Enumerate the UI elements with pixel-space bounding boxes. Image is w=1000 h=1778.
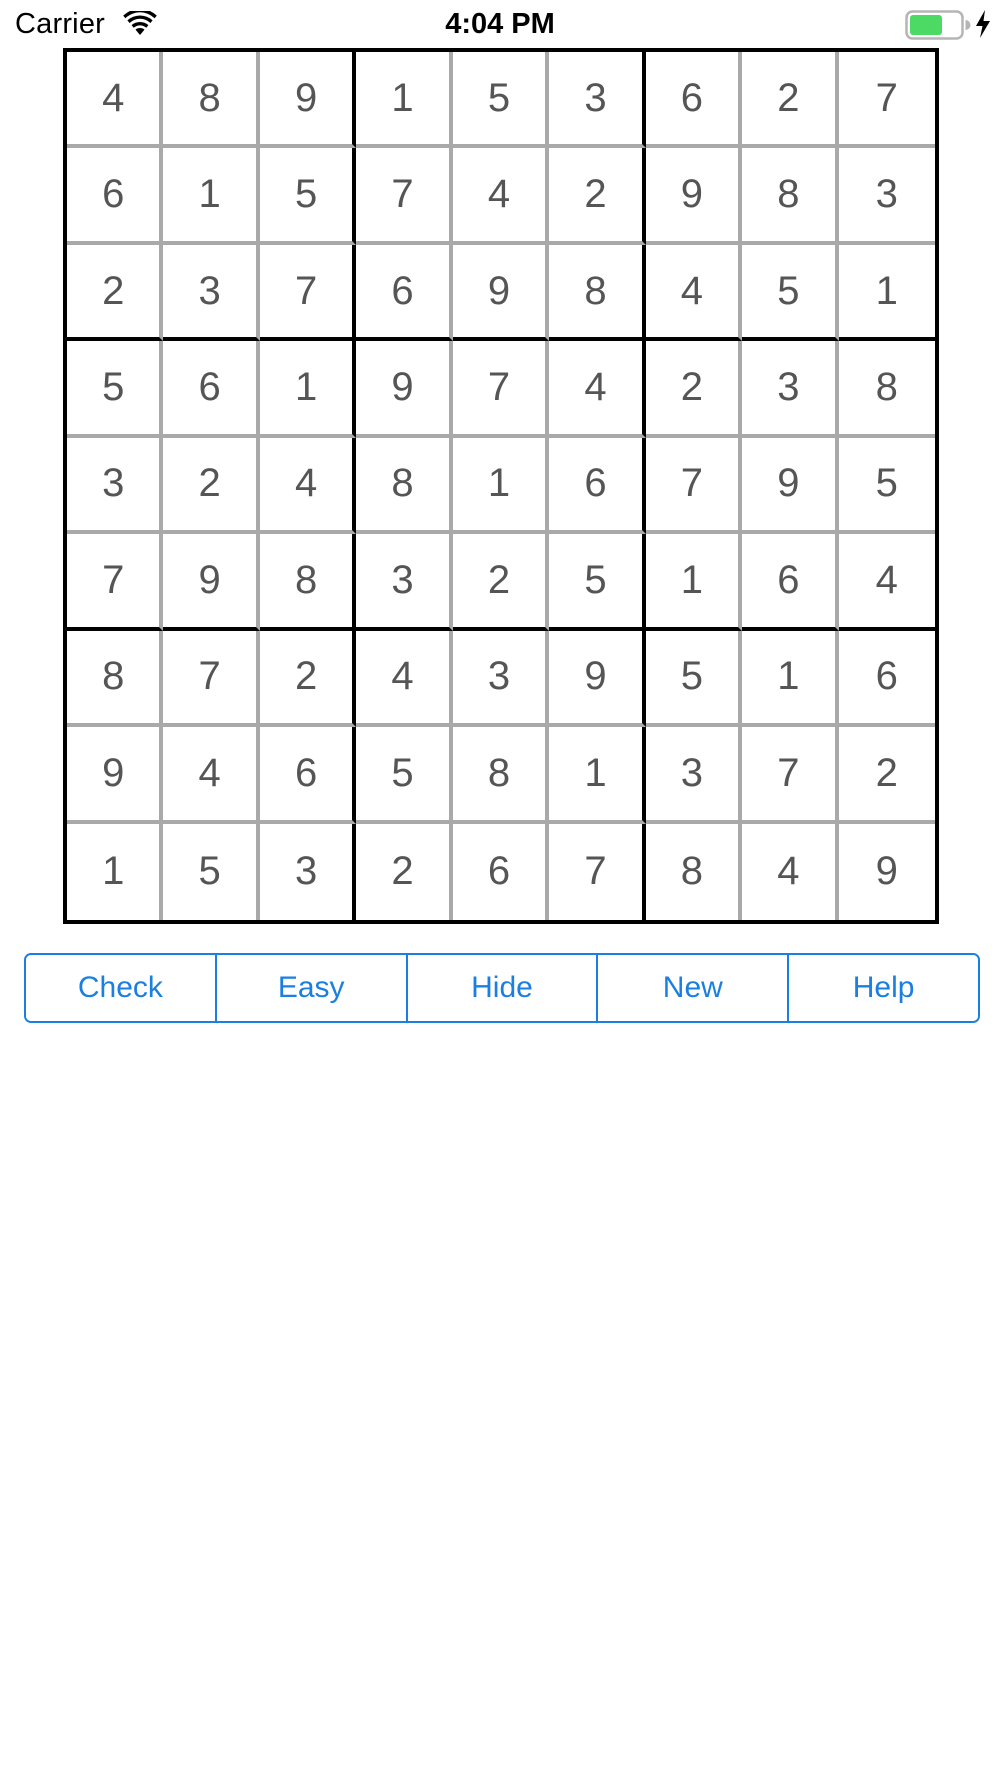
sudoku-cell[interactable]: 4: [356, 631, 452, 727]
sudoku-cell[interactable]: 4: [67, 52, 163, 148]
easy-button[interactable]: Easy: [217, 955, 408, 1021]
sudoku-cell[interactable]: 8: [163, 52, 259, 148]
sudoku-cell[interactable]: 7: [839, 52, 935, 148]
sudoku-cell[interactable]: 7: [356, 148, 452, 244]
sudoku-cell[interactable]: 5: [453, 52, 549, 148]
sudoku-cell[interactable]: 2: [646, 341, 742, 437]
sudoku-cell[interactable]: 5: [549, 534, 645, 630]
status-bar: [0, 0, 1000, 50]
sudoku-cell[interactable]: 3: [260, 824, 356, 920]
sudoku-cell[interactable]: 3: [453, 631, 549, 727]
sudoku-cell[interactable]: 6: [646, 52, 742, 148]
sudoku-cell[interactable]: 8: [260, 534, 356, 630]
charging-bolt-icon: [974, 9, 992, 39]
sudoku-cell[interactable]: 5: [67, 341, 163, 437]
sudoku-cell[interactable]: 5: [260, 148, 356, 244]
sudoku-cell[interactable]: 7: [646, 438, 742, 534]
sudoku-cell[interactable]: 2: [356, 824, 452, 920]
sudoku-cell[interactable]: 6: [549, 438, 645, 534]
sudoku-cell[interactable]: 7: [260, 245, 356, 341]
hide-button[interactable]: Hide: [408, 955, 599, 1021]
sudoku-cell[interactable]: 6: [356, 245, 452, 341]
battery-icon: [905, 10, 971, 40]
carrier-label: Carrier: [15, 8, 106, 40]
sudoku-cell[interactable]: 9: [163, 534, 259, 630]
sudoku-cell[interactable]: 1: [453, 438, 549, 534]
sudoku-cell[interactable]: 8: [549, 245, 645, 341]
sudoku-cell[interactable]: 5: [742, 245, 838, 341]
sudoku-cell[interactable]: 1: [549, 727, 645, 823]
sudoku-cell[interactable]: 7: [453, 341, 549, 437]
sudoku-cell[interactable]: 8: [646, 824, 742, 920]
sudoku-cell[interactable]: 6: [260, 727, 356, 823]
sudoku-cell[interactable]: 2: [549, 148, 645, 244]
sudoku-cell[interactable]: 7: [67, 534, 163, 630]
sudoku-cell[interactable]: 3: [742, 341, 838, 437]
sudoku-cell[interactable]: 9: [453, 245, 549, 341]
sudoku-cell[interactable]: 4: [839, 534, 935, 630]
sudoku-cell[interactable]: 7: [742, 727, 838, 823]
check-button[interactable]: Check: [26, 955, 217, 1021]
sudoku-cell[interactable]: 2: [453, 534, 549, 630]
sudoku-cell[interactable]: 9: [875, 849, 898, 894]
sudoku-cell[interactable]: 1: [163, 148, 259, 244]
sudoku-cell[interactable]: 9: [356, 341, 452, 437]
sudoku-cell[interactable]: 4: [163, 727, 259, 823]
sudoku-cell[interactable]: 3: [549, 52, 645, 148]
sudoku-cell[interactable]: 9: [67, 727, 163, 823]
sudoku-cell[interactable]: 4: [646, 245, 742, 341]
sudoku-cell[interactable]: 2: [67, 245, 163, 341]
sudoku-cell[interactable]: 3: [67, 438, 163, 534]
sudoku-cell[interactable]: 3: [646, 727, 742, 823]
sudoku-cell[interactable]: 7: [549, 824, 645, 920]
sudoku-cell[interactable]: 5: [163, 824, 259, 920]
action-segmented-control: [24, 953, 980, 1023]
sudoku-cell[interactable]: 8: [742, 148, 838, 244]
sudoku-cell[interactable]: 9: [260, 52, 356, 148]
sudoku-cell[interactable]: 3: [356, 534, 452, 630]
sudoku-cell[interactable]: 2: [163, 438, 259, 534]
sudoku-cell[interactable]: 1: [67, 824, 163, 920]
sudoku-cell[interactable]: 2: [260, 631, 356, 727]
sudoku-cell[interactable]: 6: [67, 148, 163, 244]
sudoku-cell[interactable]: 8: [839, 341, 935, 437]
sudoku-cell[interactable]: 9: [549, 631, 645, 727]
sudoku-cell[interactable]: 2: [742, 52, 838, 148]
sudoku-board: [67, 52, 935, 920]
sudoku-cell[interactable]: 3: [839, 148, 935, 244]
clock: 4:04 PM: [445, 8, 555, 40]
sudoku-cell[interactable]: 1: [260, 341, 356, 437]
sudoku-cell[interactable]: 2: [839, 727, 935, 823]
sudoku-cell[interactable]: 6: [839, 631, 935, 727]
sudoku-cell[interactable]: 1: [356, 52, 452, 148]
sudoku-cell[interactable]: 5: [646, 631, 742, 727]
sudoku-cell[interactable]: 5: [839, 438, 935, 534]
sudoku-cell[interactable]: 4: [453, 148, 549, 244]
sudoku-cell[interactable]: 1: [742, 631, 838, 727]
sudoku-cell[interactable]: 8: [453, 727, 549, 823]
new-button[interactable]: New: [598, 955, 789, 1021]
sudoku-cell[interactable]: 9: [742, 438, 838, 534]
sudoku-cell[interactable]: 6: [453, 824, 549, 920]
sudoku-cell[interactable]: 8: [67, 631, 163, 727]
sudoku-cell[interactable]: 9: [646, 148, 742, 244]
sudoku-cell[interactable]: 6: [163, 341, 259, 437]
sudoku-cell[interactable]: 5: [356, 727, 452, 823]
sudoku-cell[interactable]: 8: [356, 438, 452, 534]
sudoku-cell[interactable]: 1: [646, 534, 742, 630]
help-button[interactable]: Help: [789, 955, 978, 1021]
sudoku-cell[interactable]: 6: [742, 534, 838, 630]
sudoku-cell[interactable]: 1: [839, 245, 935, 341]
sudoku-cell[interactable]: 4: [742, 824, 838, 920]
sudoku-cell[interactable]: 3: [163, 245, 259, 341]
sudoku-cell[interactable]: 4: [549, 341, 645, 437]
sudoku-cell[interactable]: 7: [163, 631, 259, 727]
sudoku-cell[interactable]: 4: [260, 438, 356, 534]
